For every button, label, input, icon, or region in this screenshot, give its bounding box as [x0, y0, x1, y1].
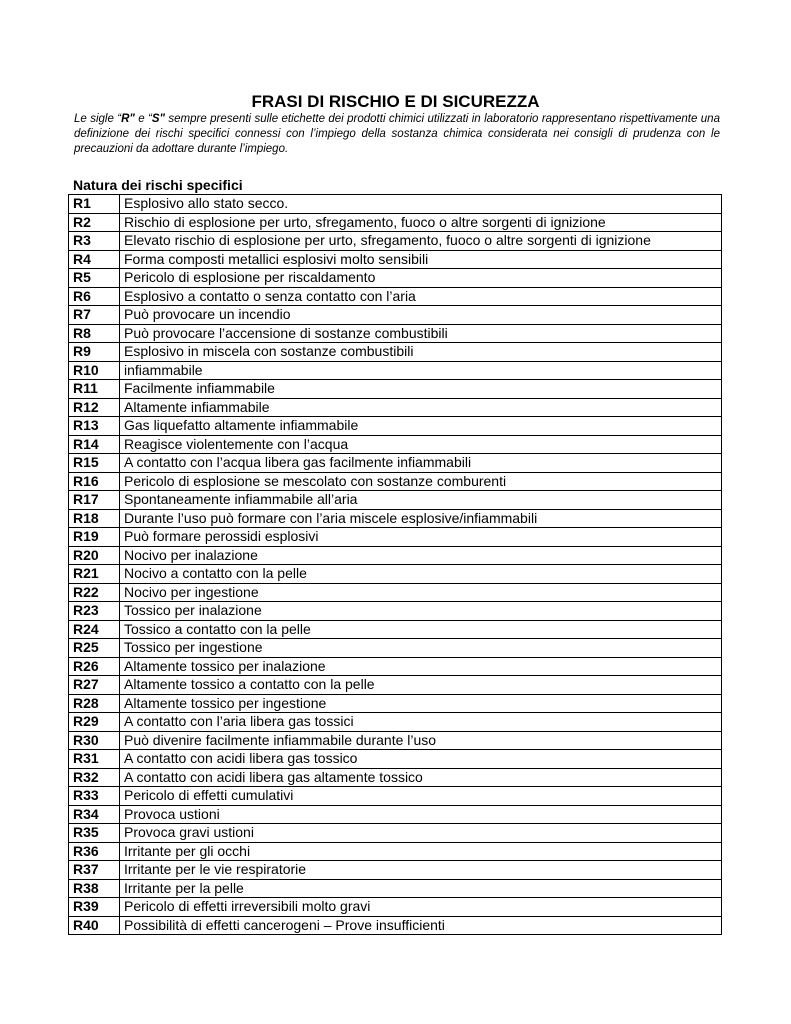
intro-s-label: S"	[151, 113, 165, 125]
risk-code: R5	[69, 269, 120, 288]
risk-code: R25	[69, 639, 120, 658]
risk-phrases-body	[69, 195, 722, 935]
risk-description: infiammabile	[120, 361, 722, 380]
risk-description: Può provocare l’accensione di sostanze combustibili	[120, 324, 722, 343]
risk-description: Durante l’uso può formare con l’aria miscele esplosive/infiammabili	[120, 509, 722, 528]
risk-code: R8	[69, 324, 120, 343]
table-row	[69, 454, 722, 473]
risk-code: R37	[69, 861, 120, 880]
risk-description: A contatto con acidi libera gas tossico	[120, 750, 722, 769]
intro-text-mid: e “	[134, 113, 152, 125]
table-row	[69, 861, 722, 880]
table-row	[69, 620, 722, 639]
risk-code: R36	[69, 842, 120, 861]
risk-code: R35	[69, 824, 120, 843]
risk-code: R21	[69, 565, 120, 584]
table-row	[69, 306, 722, 325]
table-row	[69, 417, 722, 436]
table-row	[69, 676, 722, 695]
risk-code: R23	[69, 602, 120, 621]
table-row	[69, 583, 722, 602]
table-row	[69, 528, 722, 547]
table-row	[69, 898, 722, 917]
table-row	[69, 509, 722, 528]
intro-text-post: sempre presenti sulle etichette dei prodotti chimici utilizzati in laboratorio rappresentano rispettivamente una definizione dei rischi specifici connessi con l’impiego della sostanza chimica considerata nei consigli di prudenza con le precauzioni da adottare durante l’impiego.	[74, 113, 720, 155]
intro-r-label: R"	[121, 113, 135, 125]
risk-code: R29	[69, 713, 120, 732]
risk-code: R3	[69, 232, 120, 251]
risk-description: Facilmente infiammabile	[120, 380, 722, 399]
risk-description: Altamente tossico a contatto con la pelle	[120, 676, 722, 695]
risk-description: Pericolo di esplosione per riscaldamento	[120, 269, 722, 288]
risk-description: Irritante per le vie respiratorie	[120, 861, 722, 880]
risk-code: R7	[69, 306, 120, 325]
risk-code: R16	[69, 472, 120, 491]
risk-code: R31	[69, 750, 120, 769]
risk-code: R30	[69, 731, 120, 750]
table-row	[69, 731, 722, 750]
risk-description: A contatto con l’acqua libera gas facilmente infiammabili	[120, 454, 722, 473]
risk-code: R39	[69, 898, 120, 917]
risk-description: Tossico per inalazione	[120, 602, 722, 621]
risk-description: Pericolo di effetti cumulativi	[120, 787, 722, 806]
table-row	[69, 602, 722, 621]
table-row	[69, 343, 722, 362]
table-row	[69, 269, 722, 288]
risk-description: Provoca gravi ustioni	[120, 824, 722, 843]
risk-description: Gas liquefatto altamente infiammabile	[120, 417, 722, 436]
risk-description: Nocivo per inalazione	[120, 546, 722, 565]
table-row	[69, 713, 722, 732]
risk-code: R2	[69, 213, 120, 232]
risk-description: Tossico a contatto con la pelle	[120, 620, 722, 639]
risk-description: Pericolo di esplosione se mescolato con sostanze comburenti	[120, 472, 722, 491]
table-row	[69, 287, 722, 306]
table-row	[69, 565, 722, 584]
risk-description: Rischio di esplosione per urto, sfregamento, fuoco o altre sorgenti di ignizione	[120, 213, 722, 232]
risk-description: Altamente tossico per ingestione	[120, 694, 722, 713]
risk-description: Altamente tossico per inalazione	[120, 657, 722, 676]
risk-description: Esplosivo allo stato secco.	[120, 195, 722, 214]
risk-description: Può provocare un incendio	[120, 306, 722, 325]
risk-code: R32	[69, 768, 120, 787]
table-row	[69, 824, 722, 843]
risk-description: Nocivo per ingestione	[120, 583, 722, 602]
risk-code: R1	[69, 195, 120, 214]
risk-description: Forma composti metallici esplosivi molto sensibili	[120, 250, 722, 269]
intro-paragraph	[74, 112, 720, 157]
risk-code: R38	[69, 879, 120, 898]
risk-code: R28	[69, 694, 120, 713]
risk-description: Può divenire facilmente infiammabile durante l’uso	[120, 731, 722, 750]
table-row	[69, 324, 722, 343]
risk-description: Nocivo a contatto con la pelle	[120, 565, 722, 584]
section-title: Natura dei rischi specifici	[73, 177, 243, 193]
risk-code: R40	[69, 916, 120, 935]
risk-description: Esplosivo in miscela con sostanze combustibili	[120, 343, 722, 362]
table-row	[69, 916, 722, 935]
risk-code: R14	[69, 435, 120, 454]
risk-code: R20	[69, 546, 120, 565]
risk-description: Esplosivo a contatto o senza contatto con l’aria	[120, 287, 722, 306]
risk-description: Irritante per gli occhi	[120, 842, 722, 861]
risk-description: Pericolo di effetti irreversibili molto gravi	[120, 898, 722, 917]
risk-description: A contatto con l’aria libera gas tossici	[120, 713, 722, 732]
risk-phrases-table	[68, 194, 722, 935]
risk-code: R9	[69, 343, 120, 362]
table-row	[69, 380, 722, 399]
risk-code: R19	[69, 528, 120, 547]
risk-description: A contatto con acidi libera gas altamente tossico	[120, 768, 722, 787]
risk-description: Reagisce violentemente con l’acqua	[120, 435, 722, 454]
risk-code: R11	[69, 380, 120, 399]
risk-description: Elevato rischio di esplosione per urto, sfregamento, fuoco o altre sorgenti di ignizione	[120, 232, 722, 251]
risk-code: R15	[69, 454, 120, 473]
risk-code: R13	[69, 417, 120, 436]
table-row	[69, 398, 722, 417]
table-row	[69, 694, 722, 713]
risk-code: R10	[69, 361, 120, 380]
risk-code: R17	[69, 491, 120, 510]
table-row	[69, 787, 722, 806]
risk-code: R12	[69, 398, 120, 417]
table-row	[69, 639, 722, 658]
intro-text-pre: Le sigle “	[74, 113, 122, 125]
table-row	[69, 805, 722, 824]
table-row	[69, 750, 722, 769]
table-row	[69, 657, 722, 676]
table-row	[69, 435, 722, 454]
risk-code: R26	[69, 657, 120, 676]
document-title: FRASI DI RISCHIO E DI SICUREZZA	[251, 92, 540, 111]
risk-code: R33	[69, 787, 120, 806]
table-row	[69, 195, 722, 214]
table-row	[69, 768, 722, 787]
risk-description: Irritante per la pelle	[120, 879, 722, 898]
risk-description: Può formare perossidi esplosivi	[120, 528, 722, 547]
risk-code: R18	[69, 509, 120, 528]
risk-code: R34	[69, 805, 120, 824]
table-row	[69, 213, 722, 232]
table-row	[69, 546, 722, 565]
table-row	[69, 879, 722, 898]
table-row	[69, 250, 722, 269]
risk-description: Altamente infiammabile	[120, 398, 722, 417]
risk-code: R22	[69, 583, 120, 602]
table-row	[69, 491, 722, 510]
risk-description: Tossico per ingestione	[120, 639, 722, 658]
table-row	[69, 361, 722, 380]
risk-code: R6	[69, 287, 120, 306]
risk-description: Possibilità di effetti cancerogeni – Prove insufficienti	[120, 916, 722, 935]
table-row	[69, 842, 722, 861]
risk-description: Provoca ustioni	[120, 805, 722, 824]
risk-code: R24	[69, 620, 120, 639]
risk-description: Spontaneamente infiammabile all’aria	[120, 491, 722, 510]
table-row	[69, 232, 722, 251]
table-row	[69, 472, 722, 491]
risk-code: R4	[69, 250, 120, 269]
risk-code: R27	[69, 676, 120, 695]
